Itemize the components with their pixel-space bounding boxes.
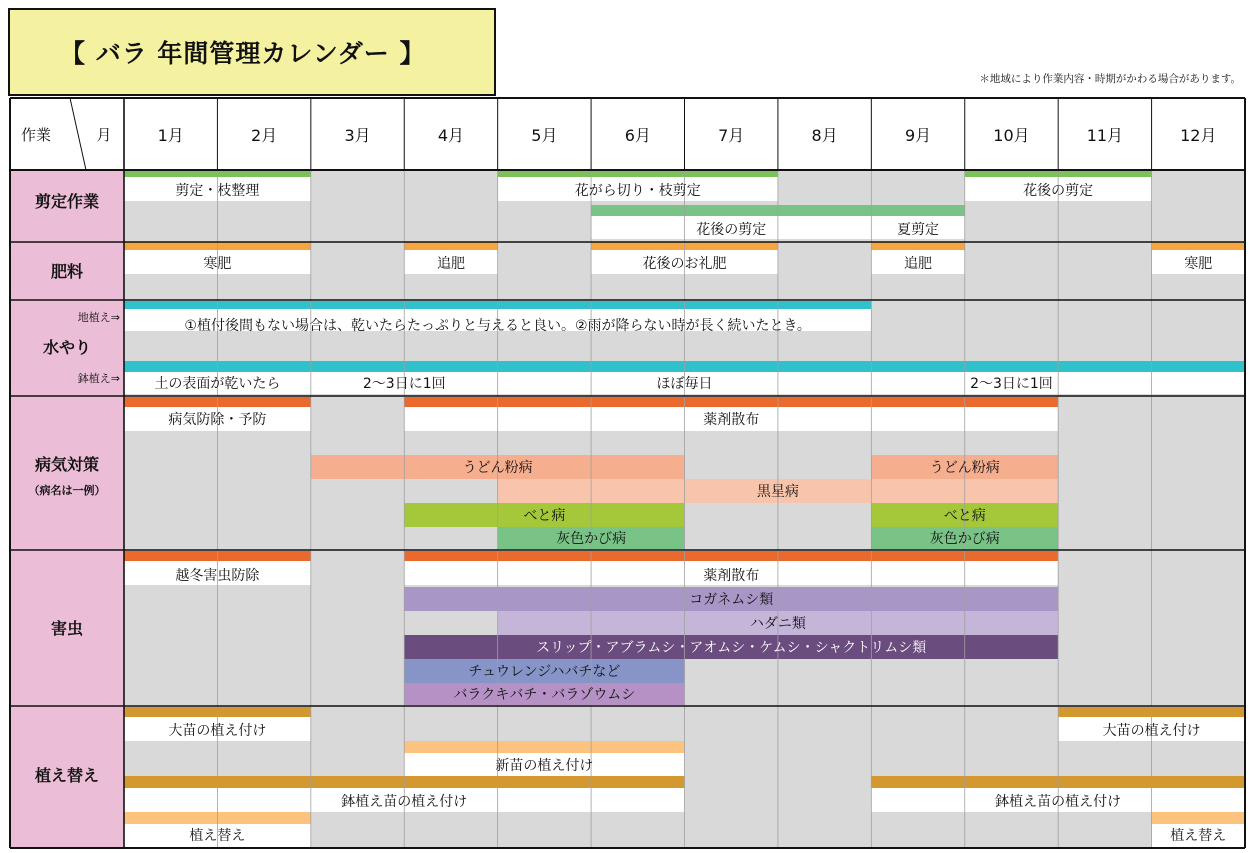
sublabel-ground: 地植え⇒ — [77, 311, 120, 324]
task-label: ハダニ類 — [749, 616, 806, 632]
task-bar — [404, 397, 1058, 407]
month-label: 1月 — [157, 126, 184, 145]
task-bar — [1152, 812, 1245, 824]
task-label: 植え替え — [189, 828, 246, 844]
task-label: 花後の剪定 — [696, 222, 767, 238]
task-bar — [404, 551, 1058, 561]
task-label: 追肥 — [436, 256, 465, 272]
section-subtitle: （病名は一例） — [28, 484, 106, 497]
section-title: 水やり — [42, 338, 92, 357]
task-label: 薬剤散布 — [703, 568, 760, 584]
task-label: 花がら切り・枝剪定 — [574, 183, 701, 199]
month-label: 4月 — [437, 126, 465, 145]
task-label: コガネムシ類 — [689, 592, 774, 608]
section-title: 害虫 — [50, 619, 84, 638]
task-label: 2～3日に1回 — [970, 376, 1053, 392]
task-label: 2～3日に1回 — [362, 376, 446, 392]
task-label: バラクキバチ・バラゾウムシ — [453, 687, 636, 703]
task-label: 剪定・枝整理 — [175, 183, 260, 199]
month-label: 11月 — [1086, 126, 1124, 145]
task-label: 大苗の植え付け — [1102, 723, 1201, 739]
task-label: 寒肥 — [1184, 256, 1213, 272]
month-label: 10月 — [993, 126, 1030, 145]
task-label: 灰色かび病 — [929, 531, 1000, 547]
task-label: ほぼ毎日 — [656, 376, 713, 392]
task-label: 病気防除・予防 — [168, 412, 267, 428]
task-label: 鉢植え苗の植え付け — [341, 794, 468, 810]
task-label: ①植付後間もない場合は、乾いたらたっぷりと与えると良い。②雨が降らない時が長く続いたとき。 — [184, 318, 811, 334]
task-label: 植え替え — [1170, 828, 1227, 844]
task-label: 灰色かび病 — [556, 531, 627, 547]
page-title: 【 バラ 年間管理カレンダー 】 — [60, 39, 426, 68]
task-label-band — [1152, 372, 1245, 394]
task-label: 大苗の植え付け — [168, 723, 267, 739]
task-bar — [871, 242, 964, 250]
task-bar — [404, 242, 497, 250]
month-label: 8月 — [811, 126, 838, 145]
task-bar — [1152, 361, 1245, 372]
task-bar — [404, 741, 684, 753]
month-label: 7月 — [718, 126, 745, 145]
task-label: 夏剪定 — [897, 222, 940, 238]
sublabel-pot: 鉢植え⇒ — [77, 372, 120, 385]
task-label: 薬剤散布 — [703, 412, 760, 428]
task-label: 黒星病 — [756, 484, 799, 500]
header-sagyou: 作業 — [20, 126, 52, 144]
month-label: 12月 — [1180, 126, 1217, 145]
task-label: 追肥 — [904, 256, 933, 272]
task-label: うどん粉病 — [929, 460, 1000, 476]
task-label: チュウレンジハバチなど — [468, 664, 621, 680]
task-label: 新苗の植え付け — [495, 758, 594, 774]
section-title: 肥料 — [50, 262, 84, 281]
section-title: 植え替え — [34, 766, 100, 785]
month-label: 6月 — [624, 126, 651, 145]
task-label: 鉢植え苗の植え付け — [995, 794, 1122, 810]
task-bar — [498, 170, 778, 177]
task-label: 寒肥 — [203, 256, 232, 272]
region-note: ＊地域により作業内容・時期がかわる場合があります。 — [979, 73, 1241, 85]
section-title: 剪定作業 — [34, 192, 100, 211]
task-label: 花後のお礼肥 — [642, 256, 727, 272]
task-bar — [871, 205, 964, 216]
task-label: 土の表面が乾いたら — [154, 376, 281, 392]
task-label: べと病 — [943, 508, 986, 524]
header-tsuki: 月 — [96, 126, 112, 144]
task-label: 花後の剪定 — [1023, 183, 1094, 199]
task-bar — [871, 361, 1151, 372]
task-label: 越冬害虫防除 — [175, 568, 260, 584]
month-label: 9月 — [904, 126, 932, 145]
month-label: 5月 — [531, 126, 558, 145]
task-bar — [591, 205, 871, 216]
section-title: 病気対策 — [34, 455, 100, 474]
month-label: 3月 — [344, 126, 371, 145]
task-label: べと病 — [523, 508, 566, 524]
task-label: スリップ・アブラムシ・アオムシ・ケムシ・シャクトリムシ類 — [536, 640, 927, 656]
month-label: 2月 — [251, 126, 278, 145]
task-label: うどん粉病 — [462, 460, 533, 476]
task-bar — [1152, 242, 1245, 250]
